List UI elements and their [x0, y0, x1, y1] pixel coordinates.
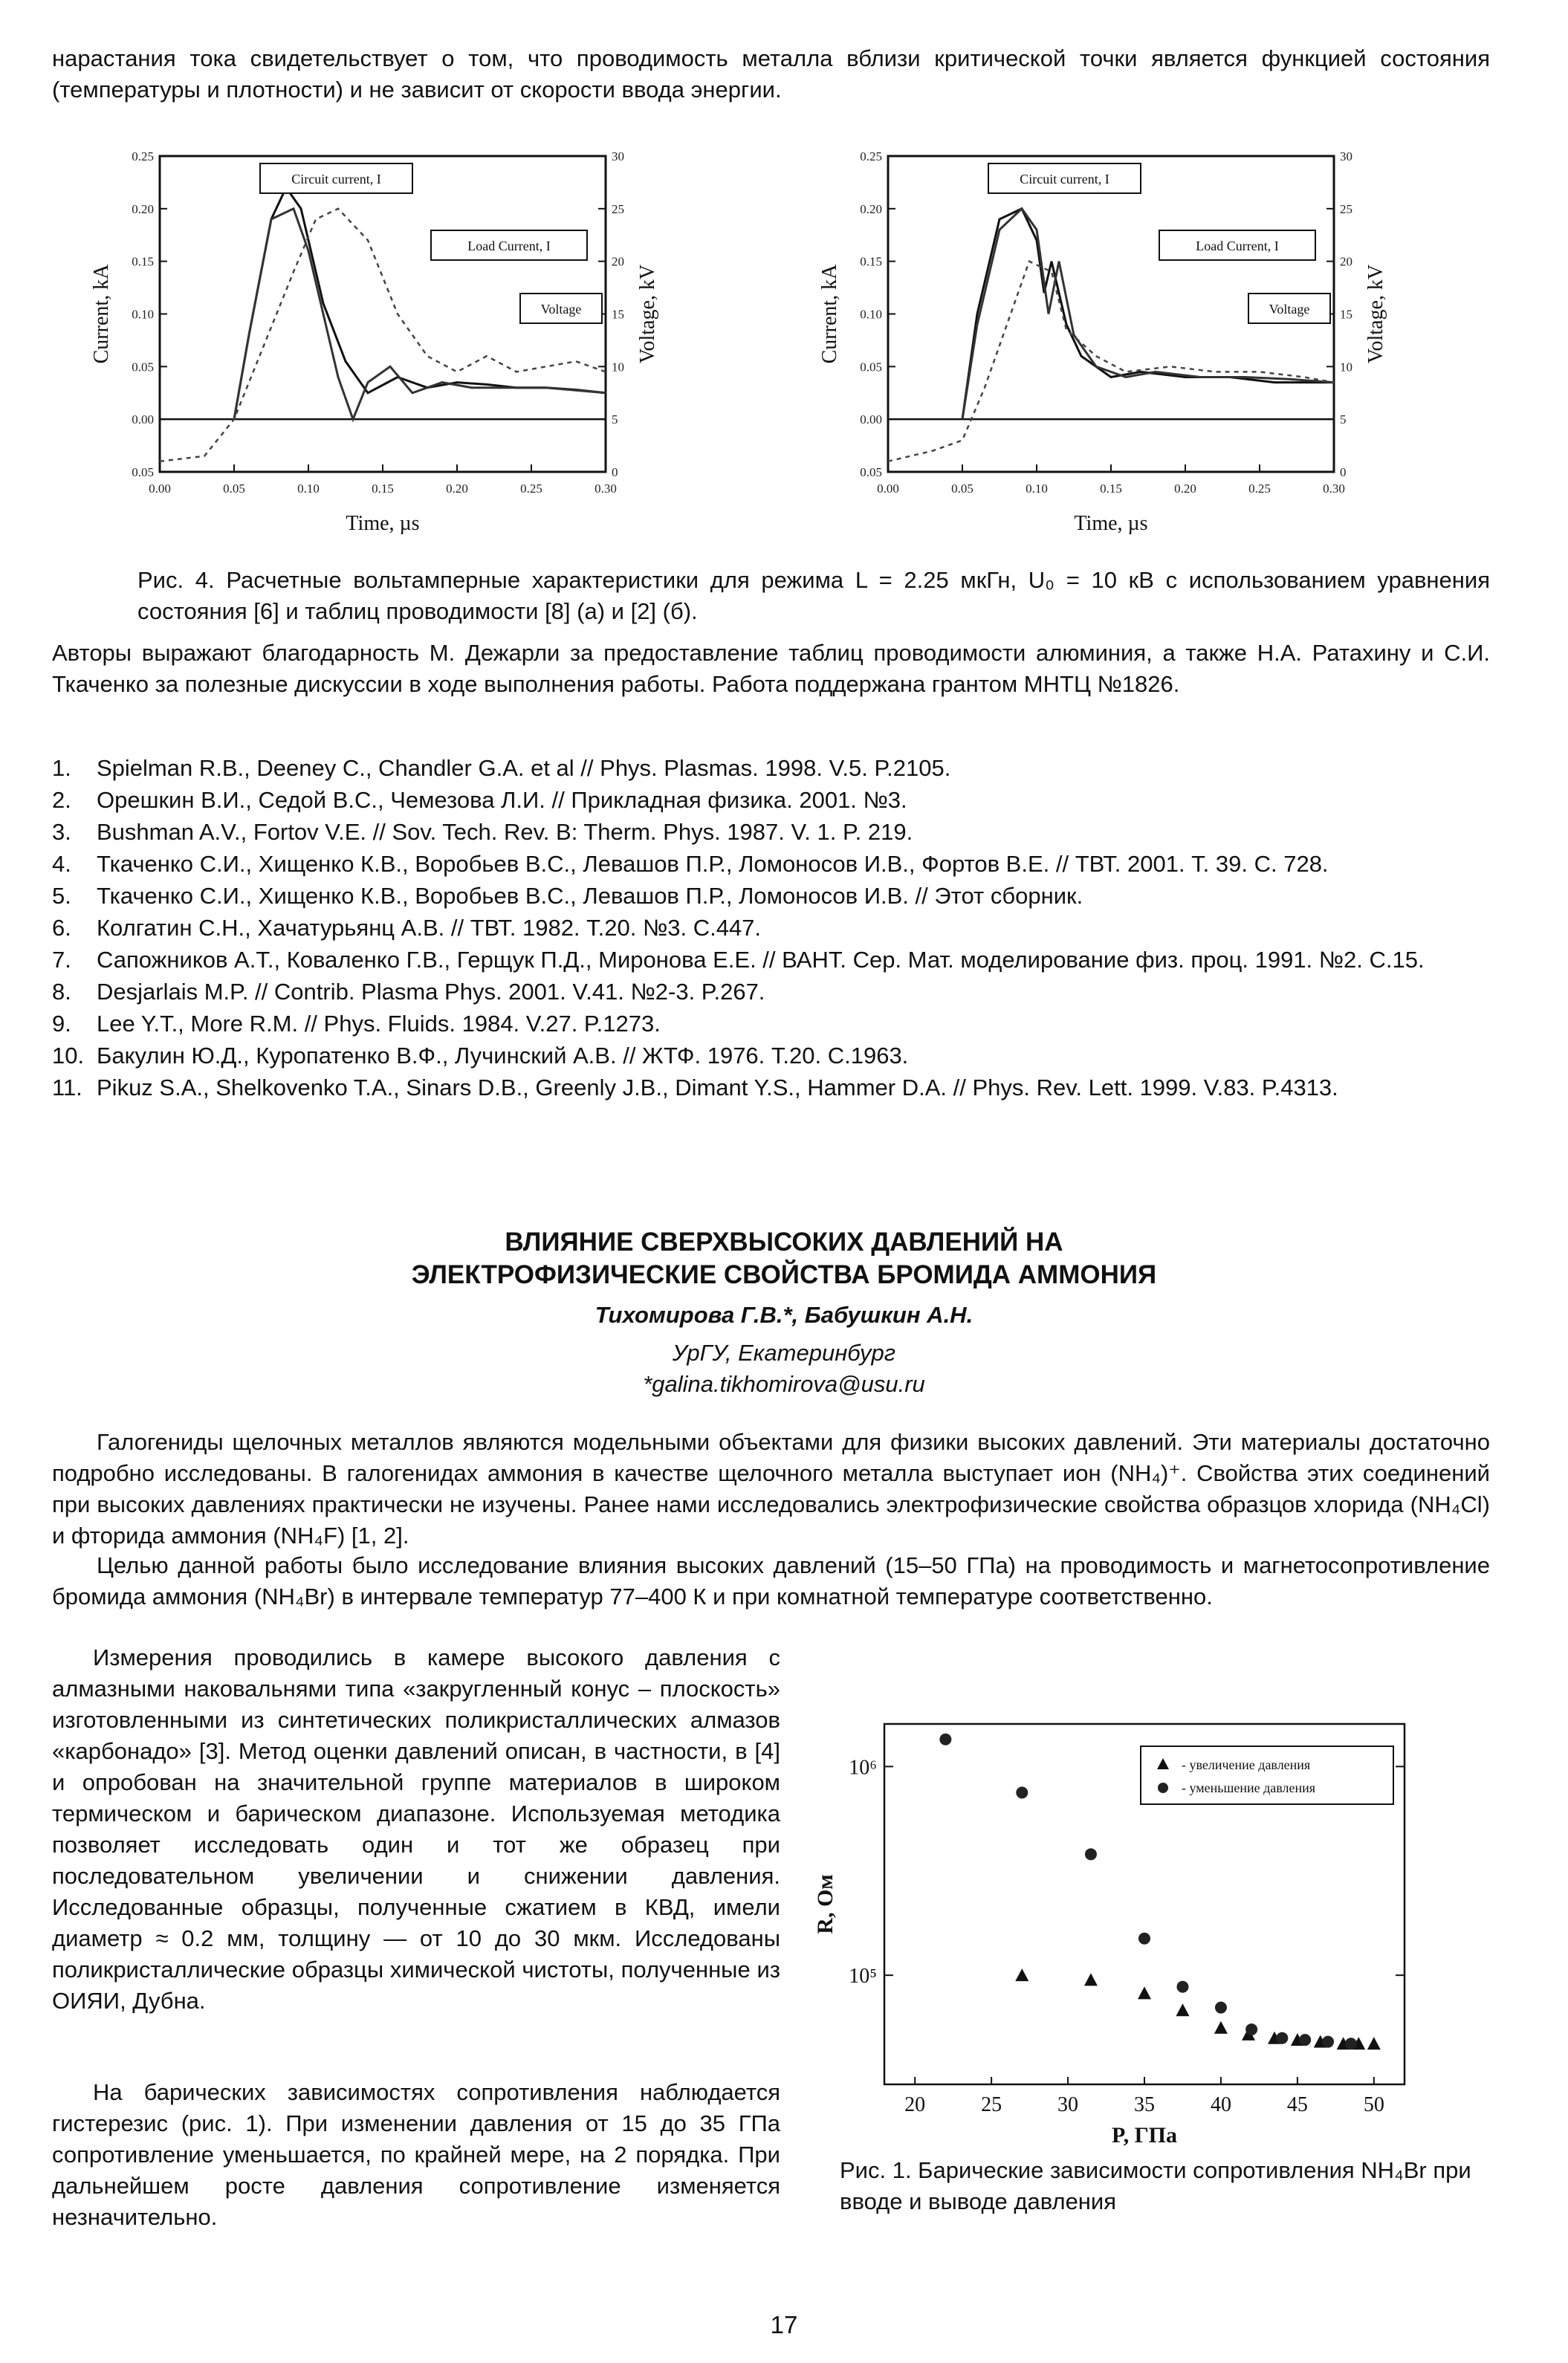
data-point-triangle	[1367, 2037, 1381, 2049]
y-tick-label: 0.10	[860, 307, 882, 322]
fig1-chart	[803, 1709, 1427, 2148]
data-point-circle	[1215, 2002, 1227, 2014]
data-point-triangle	[1176, 2003, 1189, 2016]
y2-tick-label: 25	[1340, 201, 1352, 216]
y2-tick-label: 30	[1340, 149, 1352, 163]
data-point-circle	[939, 1734, 951, 1745]
reference-text: Pikuz S.A., Shelkovenko T.A., Sinars D.B., Greenly J.B., Dimant Y.S., Hammer D.A. // Phys. Rev. Lett. 1999. V.83. P.4313.	[97, 1074, 1338, 1101]
y2-axis-label: Voltage, kV	[636, 264, 659, 364]
data-point-triangle	[1084, 1973, 1098, 1986]
x-tick-label: 0.10	[1026, 482, 1048, 496]
reference-item	[52, 880, 1486, 912]
reference-number: 7.	[52, 947, 71, 973]
reference-item	[52, 1008, 1486, 1040]
y2-tick-label: 0	[612, 465, 618, 479]
reference-item	[52, 816, 1486, 848]
y-tick-label: 0.20	[860, 201, 882, 216]
y-tick-label: 0.00	[860, 412, 882, 427]
x-tick-label: 0.25	[1248, 482, 1271, 496]
x-axis-label: Time, µs	[1074, 512, 1148, 535]
reference-text: Ткаченко С.И., Хищенко К.В., Воробьев В.С., Левашов П.Р., Ломоносов И.В. // Этот сборник.	[97, 883, 1083, 909]
y-tick-label: 0.05	[132, 360, 154, 375]
x-tick-label: 0.05	[223, 482, 245, 496]
page-number: 17	[770, 2311, 798, 2338]
reference-number: 3.	[52, 819, 71, 845]
y-tick-label: 0.05	[860, 360, 882, 375]
x-tick-label: 0.00	[149, 482, 171, 496]
data-point-circle	[1085, 1848, 1097, 1860]
legend-label: Circuit current, I	[1020, 172, 1109, 187]
y-tick-label: 0.20	[132, 201, 154, 216]
y-tick-label: 0.15	[132, 254, 154, 269]
reference-item	[52, 944, 1486, 976]
legend-label: Circuit current, I	[291, 172, 381, 187]
article-title-line2: ЭЛЕКТРОФИЗИЧЕСКИЕ СВОЙСТВА БРОМИДА АММОНИЯ	[411, 1260, 1157, 1289]
x-axis-label: Time, µs	[346, 512, 420, 535]
reference-item	[52, 752, 1486, 784]
y2-tick-label: 10	[612, 360, 624, 375]
x-tick-label: 25	[981, 2093, 1002, 2116]
reference-number: 6.	[52, 915, 71, 941]
paragraph-3: Измерения проводились в камере высокого давления с алмазными наковальнями типа «закругленный конус – плоскость» изготовленными из синтетических поликристаллических алмазов «карбонадо» [3]. Метод оценки давлений описан, в частности, в [4] и опробован на значительной группе материалов в широком термическом и барическом диапазоне. Используемая методика позволяет исследовать один и тот же образец при последовательном увеличении и снижении давления. Исследованные образцы, полученные сжатием в КВД, имели диаметр ≈ 0.2 мм, толщину — от 10 до 30 мкм. Исследованы поликристаллические образцы химической чистоты, полученные из ОИЯИ, Дубна.	[52, 1644, 780, 2014]
reference-text: Spielman R.B., Deeney C., Chandler G.A. et al // Phys. Plasmas. 1998. V.5. P.2105.	[97, 755, 951, 781]
reference-item	[52, 1040, 1486, 1072]
y2-tick-label: 10	[1340, 360, 1352, 375]
y-axis-label: Current, kA	[818, 264, 841, 364]
x-tick-label: 50	[1363, 2093, 1384, 2116]
data-point-triangle	[1015, 1968, 1028, 1981]
legend-box	[1141, 1746, 1393, 1804]
fig1-caption: Рис. 1. Барические зависимости сопротивления NH₄Br при вводе и выводе давления	[840, 2157, 1471, 2214]
y2-tick-label: 25	[612, 201, 624, 216]
references-list	[52, 752, 1486, 1103]
legend-label: Load Current, I	[1196, 239, 1279, 253]
reference-item	[52, 784, 1486, 816]
data-point-circle	[1245, 2023, 1257, 2035]
y2-tick-label: 30	[612, 149, 624, 163]
reference-number: 5.	[52, 883, 71, 909]
y-tick-label: 0.10	[132, 307, 154, 322]
data-point-circle	[1299, 2034, 1311, 2046]
paragraph-1: Галогениды щелочных металлов являются модельными объектами для физики высоких давлений. Эти материалы достаточно подробно исследованы. В галогенидах аммония в качестве щелочного металла выступает ион (NH₄)⁺. Свойства этих соединений при высоких давлениях практически не изучены. Ранее нами исследовались электрофизические свойства образцов хлорида (NH₄Cl) и фторида аммония (NH₄F) [1, 2].	[52, 1429, 1490, 1549]
reference-text: Бакулин Ю.Д., Куропатенко В.Ф., Лучинский А.В. // ЖТФ. 1976. Т.20. С.1963.	[97, 1043, 909, 1069]
legend-label: Voltage	[540, 302, 582, 317]
legend-label: - уменьшение давления	[1182, 1780, 1316, 1795]
x-tick-label: 0.20	[1174, 482, 1196, 496]
intro-paragraph: нарастания тока свидетельствует о том, что проводимость металла вблизи критической точки является функцией состояния (температуры и плотности) и не зависит от скорости ввода энергии.	[52, 45, 1490, 103]
y2-tick-label: 0	[1340, 465, 1347, 479]
data-point-circle	[1345, 2038, 1357, 2049]
reference-number: 4.	[52, 851, 71, 877]
legend-label: - увеличение давления	[1182, 1757, 1311, 1772]
y2-tick-label: 5	[612, 412, 618, 427]
reference-text: Орешкин В.И., Седой В.С., Чемезова Л.И. // Прикладная физика. 2001. №3.	[97, 787, 907, 813]
reference-number: 1.	[52, 755, 71, 781]
y2-tick-label: 15	[612, 307, 624, 322]
fig4-chart-b	[803, 147, 1419, 548]
x-tick-label: 0.10	[297, 482, 320, 496]
paragraph-4: На барических зависимостях сопротивления наблюдается гистерезис (рис. 1). При изменении давления от 15 до 35 ГПа сопротивление уменьшается, по крайней мере, на 2 порядка. При дальнейшем росте давления сопротивление изменяется незначительно.	[52, 2079, 780, 2230]
author-email[interactable]: *galina.tikhomirova@usu.ru	[643, 1371, 925, 1397]
x-tick-label: 35	[1134, 2093, 1155, 2116]
y-tick-label: 0.00	[132, 412, 154, 427]
data-point-triangle	[1138, 1986, 1151, 1999]
data-point-circle	[1138, 1933, 1150, 1945]
reference-number: 2.	[52, 787, 71, 813]
reference-text: Колгатин С.Н., Хачатурьянц А.В. // ТВТ. 1982. Т.20. №3. С.447.	[97, 915, 762, 941]
reference-text: Lee Y.T., More R.M. // Phys. Fluids. 1984. V.27. P.1273.	[97, 1011, 661, 1037]
y-tick-label: 10⁶	[849, 1756, 877, 1780]
reference-item	[52, 976, 1486, 1008]
x-tick-label: 0.05	[951, 482, 973, 496]
x-tick-label: 0.15	[372, 482, 394, 496]
reference-item	[52, 912, 1486, 944]
y-tick-label: 10⁵	[849, 1965, 877, 1988]
y-tick-label: 0.15	[860, 254, 882, 269]
y2-tick-label: 5	[1340, 412, 1347, 427]
legend-label: Load Current, I	[467, 239, 551, 253]
article-title-line1: ВЛИЯНИЕ СВЕРХВЫСОКИХ ДАВЛЕНИЙ НА	[505, 1228, 1063, 1257]
reference-item	[52, 1072, 1486, 1103]
x-tick-label: 40	[1210, 2093, 1231, 2116]
x-axis-label: P, ГПа	[1112, 2123, 1177, 2148]
reference-number: 11.	[52, 1074, 82, 1101]
affiliation: УрГУ, Екатеринбург	[672, 1340, 896, 1366]
fig4-chart-a	[74, 147, 691, 548]
data-point-circle	[1276, 2032, 1288, 2044]
reference-item	[52, 848, 1486, 880]
article-authors: Тихомирова Г.В.*, Бабушкин А.Н.	[595, 1302, 973, 1328]
paragraph-2: Целью данной работы было исследование влияния высоких давлений (15–50 ГПа) на проводимость и магнетосопротивление бромида аммония (NH₄Br) в интервале температур 77–400 К и при комнатной температуре соответственно.	[52, 1552, 1490, 1610]
data-point-circle	[1016, 1786, 1028, 1798]
y-tick-label: 0.05	[132, 465, 154, 479]
legend-label: Voltage	[1269, 302, 1310, 317]
x-tick-label: 20	[904, 2093, 926, 2116]
data-point-circle	[1176, 1981, 1188, 1993]
data-point-circle	[1322, 2036, 1334, 2048]
reference-text: Bushman A.V., Fortov V.E. // Sov. Tech. Rev. B: Therm. Phys. 1987. V. 1. P. 219.	[97, 819, 913, 845]
reference-number: 9.	[52, 1011, 71, 1037]
reference-number: 10.	[52, 1043, 85, 1069]
series-line-3	[888, 262, 1334, 461]
x-tick-label: 0.25	[520, 482, 542, 496]
reference-text: Сапожников А.Т., Коваленко Г.В., Герщук П.Д., Миронова Е.Е. // ВАНТ. Сер. Мат. моделирование физ. проц. 1991. №2. С.15.	[97, 947, 1425, 973]
fig4-caption: Рис. 4. Расчетные вольтамперные характеристики для режима L = 2.25 мкГн, U₀ = 10 кВ с использованием уравнения состояния [6] и таблиц проводимости [8] (а) и [2] (б).	[137, 567, 1490, 624]
reference-text: Desjarlais M.P. // Contrib. Plasma Phys. 2001. V.41. №2-3. P.267.	[97, 979, 765, 1005]
legend-circle-marker	[1158, 1783, 1168, 1793]
x-tick-label: 0.00	[877, 482, 899, 496]
y-axis-label: R, Ом	[813, 1874, 838, 1934]
y2-tick-label: 15	[1340, 307, 1352, 322]
x-tick-label: 0.15	[1100, 482, 1122, 496]
x-tick-label: 0.30	[1323, 482, 1345, 496]
y2-axis-label: Voltage, kV	[1364, 264, 1387, 364]
x-tick-label: 0.30	[595, 482, 617, 496]
reference-number: 8.	[52, 979, 71, 1005]
x-tick-label: 0.20	[446, 482, 468, 496]
y-tick-label: 0.05	[860, 465, 882, 479]
y-tick-label: 0.25	[860, 149, 882, 163]
acknowledgment: Авторы выражают благодарность М. Дежарли за предоставление таблиц проводимости алюминия, а также Н.А. Ратахину и С.И. Ткаченко за полезные дискуссии в ходе выполнения работы. Работа поддержана грантом МНТЦ №1826.	[52, 640, 1490, 697]
x-tick-label: 30	[1057, 2093, 1079, 2116]
data-point-triangle	[1214, 2021, 1228, 2034]
y-axis-label: Current, kA	[90, 264, 113, 364]
y-tick-label: 0.25	[132, 149, 154, 163]
y2-tick-label: 20	[1340, 254, 1352, 269]
y2-tick-label: 20	[612, 254, 624, 269]
x-tick-label: 45	[1286, 2093, 1308, 2116]
reference-text: Ткаченко С.И., Хищенко К.В., Воробьев В.С., Левашов П.Р., Ломоносов И.В., Фортов В.Е. // ТВТ. 2001. Т. 39. С. 728.	[97, 851, 1329, 877]
